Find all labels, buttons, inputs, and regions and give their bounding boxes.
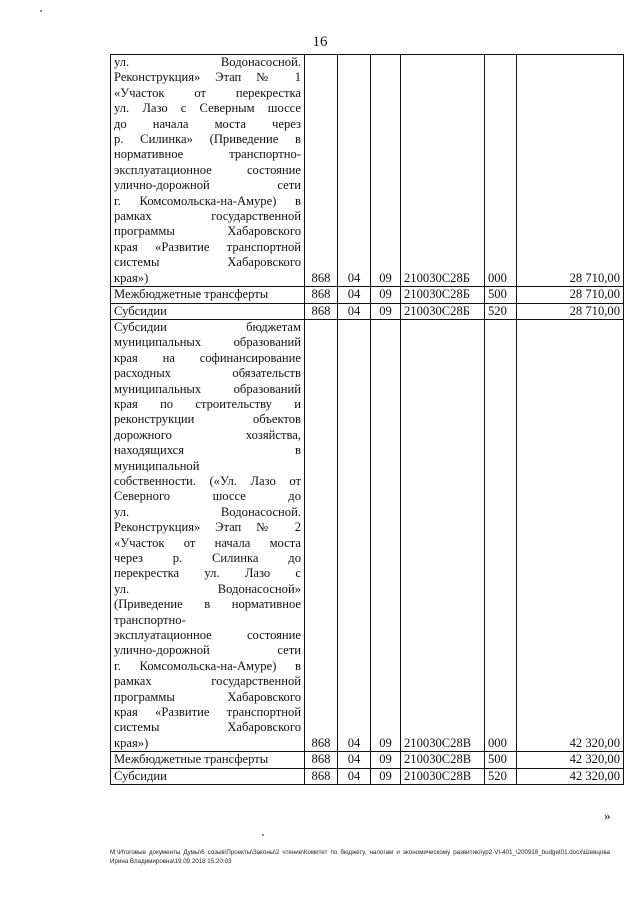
row-name-line: Межбюджетные трансферты bbox=[114, 287, 269, 302]
row-name-line: эксплуатационное состояние bbox=[114, 628, 301, 643]
target-article-cell: 210030С28В bbox=[401, 752, 485, 768]
row-name-line: края») bbox=[114, 735, 149, 750]
expense-type-cell: 520 bbox=[485, 768, 517, 784]
target-article-cell: 210030С28В bbox=[401, 319, 485, 751]
subsection-code-cell: 09 bbox=[371, 752, 401, 768]
subsection-code-cell: 09 bbox=[371, 319, 401, 751]
row-name-line: системы Хабаровского bbox=[114, 255, 301, 270]
row-name-cell bbox=[111, 55, 305, 287]
row-name-line: Северного шоссе до bbox=[114, 489, 301, 504]
expense-type-cell: 500 bbox=[485, 752, 517, 768]
section-code-cell: 04 bbox=[338, 768, 371, 784]
row-name-line: края по строительству и bbox=[114, 396, 301, 411]
section-code-cell: 04 bbox=[338, 319, 371, 751]
row-name-line: рамках государственной bbox=[114, 674, 301, 689]
ministry-code-cell: 868 bbox=[305, 319, 338, 751]
section-code-cell: 04 bbox=[338, 55, 371, 287]
amount-cell: 42 320,00 bbox=[517, 768, 624, 784]
row-name-line: р. Силинка» (Приведение в bbox=[114, 132, 301, 147]
section-code-cell: 04 bbox=[338, 303, 371, 319]
row-name-line: расходных обязательств bbox=[114, 366, 301, 381]
table-row bbox=[111, 319, 624, 751]
row-name-line: находящихся в bbox=[114, 443, 301, 458]
ministry-code-cell: 868 bbox=[305, 287, 338, 303]
row-name-line: улично-дорожной сети bbox=[114, 178, 301, 193]
row-name-line: ул. Водонасосной» bbox=[114, 581, 301, 596]
row-name-line: г. Комсомольска-на-Амуре) в bbox=[114, 658, 301, 673]
row-name-line: муниципальных образований bbox=[114, 335, 301, 350]
expense-type-cell: 520 bbox=[485, 303, 517, 319]
ministry-code-cell: 868 bbox=[305, 303, 338, 319]
table-row bbox=[111, 768, 624, 784]
amount-cell: 28 710,00 bbox=[517, 55, 624, 287]
row-name-line: нормативное транспортно- bbox=[114, 147, 301, 162]
row-name-line: муниципальной bbox=[114, 458, 200, 473]
row-name-cell bbox=[111, 303, 305, 319]
row-name-line: через р. Силинка до bbox=[114, 551, 301, 565]
target-article-cell: 210030С28Б bbox=[401, 303, 485, 319]
row-name-line: собственности. («Ул. Лазо от bbox=[114, 473, 301, 488]
target-article-cell: 210030С28Б bbox=[401, 55, 485, 287]
section-code-cell: 04 bbox=[338, 287, 371, 303]
row-name-cell bbox=[111, 768, 305, 784]
row-name-line: программы Хабаровского bbox=[114, 689, 301, 704]
amount-cell: 42 320,00 bbox=[517, 319, 624, 751]
row-name-line: рамках государственной bbox=[114, 209, 301, 224]
row-name-line: эксплуатационное состояние bbox=[114, 162, 301, 177]
row-name-line: реконструкции объектов bbox=[114, 412, 301, 427]
row-name-line: края на софинансирование bbox=[114, 350, 301, 365]
row-name-line: края») bbox=[114, 270, 149, 285]
row-name-line: ул. Водонасосной. bbox=[114, 55, 301, 69]
row-name-cell bbox=[111, 287, 305, 303]
table-row bbox=[111, 55, 624, 287]
row-name-line: программы Хабаровского bbox=[114, 224, 301, 239]
ministry-code-cell: 868 bbox=[305, 55, 338, 287]
row-name-cell bbox=[111, 319, 305, 751]
ministry-code-cell: 868 bbox=[305, 768, 338, 784]
subsection-code-cell: 09 bbox=[371, 55, 401, 287]
expense-type-cell: 500 bbox=[485, 287, 517, 303]
budget-table bbox=[110, 54, 624, 785]
amount-cell: 42 320,00 bbox=[517, 752, 624, 768]
row-name-line: Субсидии бюджетам bbox=[114, 319, 301, 334]
row-name-line: Субсидии bbox=[114, 768, 167, 783]
row-name-line: ул. Водонасосной. bbox=[114, 504, 301, 519]
row-name-line: края «Развитие транспортной bbox=[114, 239, 301, 254]
row-name-line: Реконструкция» Этап № 1 bbox=[114, 70, 301, 85]
subsection-code-cell: 09 bbox=[371, 768, 401, 784]
target-article-cell: 210030С28В bbox=[401, 768, 485, 784]
section-code-cell: 04 bbox=[338, 752, 371, 768]
row-name-line: транспортно- bbox=[114, 612, 186, 627]
row-name-line: муниципальных образований bbox=[114, 381, 301, 396]
row-name-line: до начала моста через bbox=[114, 116, 301, 131]
expense-type-cell: 000 bbox=[485, 55, 517, 287]
row-name-cell bbox=[111, 752, 305, 768]
scan-speck bbox=[262, 834, 264, 836]
ministry-code-cell: 868 bbox=[305, 752, 338, 768]
row-name-line: «Участок от начала моста bbox=[114, 535, 301, 550]
closing-quote-mark: » bbox=[604, 808, 611, 823]
row-name-line: Субсидии bbox=[114, 303, 167, 318]
row-name-line: дорожного хозяйства, bbox=[114, 427, 301, 442]
document-path-footer: M:\Итоговые документы Думы\6 созыв\Проекты\Законы\2 чтение\Комитет по бюджету, налогам и экономическому развитию\ур2-VI-401_\200918_budget01.docx\Шевцова Ирина Владимировна\19.09.2018 15:20:03 bbox=[110, 849, 610, 865]
page-number: 16 bbox=[312, 34, 328, 50]
row-name-line: системы Хабаровского bbox=[114, 720, 301, 735]
row-name-line: ул. Лазо с Северным шоссе bbox=[114, 101, 301, 116]
scan-speck bbox=[40, 10, 42, 12]
amount-cell: 28 710,00 bbox=[517, 287, 624, 303]
subsection-code-cell: 09 bbox=[371, 287, 401, 303]
table-row bbox=[111, 752, 624, 768]
amount-cell: 28 710,00 bbox=[517, 303, 624, 319]
subsection-code-cell: 09 bbox=[371, 303, 401, 319]
row-name-line: «Участок от перекрестка bbox=[114, 85, 301, 100]
target-article-cell: 210030С28Б bbox=[401, 287, 485, 303]
row-name-line: улично-дорожной сети bbox=[114, 643, 301, 658]
table-row bbox=[111, 303, 624, 319]
row-name-line: (Приведение в нормативное bbox=[114, 597, 301, 612]
row-name-line: края «Развитие транспортной bbox=[114, 705, 301, 720]
row-name-line: г. Комсомольска-на-Амуре) в bbox=[114, 193, 301, 208]
row-name-line: Реконструкция» Этап № 2 bbox=[114, 520, 301, 535]
expense-type-cell: 000 bbox=[485, 319, 517, 751]
table-row bbox=[111, 287, 624, 303]
row-name-line: Межбюджетные трансферты bbox=[114, 752, 269, 767]
row-name-line: перекрестка ул. Лазо с bbox=[114, 566, 301, 581]
budget-table-body bbox=[111, 55, 624, 785]
